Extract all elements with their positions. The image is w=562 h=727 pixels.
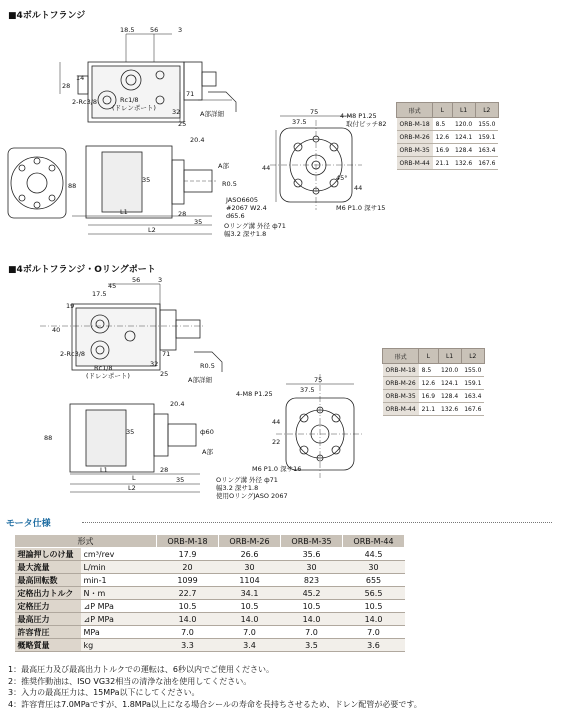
spec-value: 20 [157, 561, 219, 574]
oring-label: Oリング溝 外径 ф71 [224, 222, 286, 230]
a-part-label: A部 [202, 448, 213, 456]
spec-value: 30 [219, 561, 281, 574]
spec-value: 3.5 [281, 639, 343, 652]
spec-unit: cm³/rev [81, 548, 157, 561]
spec-label: 最大流量 [15, 561, 81, 574]
note-3: 3：入力の最高圧力は、15MPa以下にしてください。 [8, 688, 200, 698]
spec-value: 10.5 [219, 600, 281, 613]
col-header: L2 [461, 349, 484, 364]
spec-unit: ⊿P MPa [81, 613, 157, 626]
dimension-table-1 [396, 102, 499, 170]
spec-label: 概略質量 [15, 639, 81, 652]
dim-18-5: 18.5 [120, 26, 135, 34]
m6-label: M6 P1.0 深サ16 [252, 465, 302, 473]
spec-row [15, 574, 405, 587]
spec-value: 1104 [219, 574, 281, 587]
oring-sub-label: 幅3.2 深サ1.8 [216, 484, 259, 492]
spec-unit: L/min [81, 561, 157, 574]
spec-unit: min-1 [81, 574, 157, 587]
dim-20-4: 20.4 [190, 136, 205, 144]
spec-row [15, 587, 405, 600]
dim-17-5: 17.5 [92, 290, 107, 298]
dim-28: 28 [62, 82, 71, 90]
table-row: ORB-M-35 16.9 128.4 163.4 [397, 144, 499, 157]
spec-value: 7.0 [157, 626, 219, 639]
spec-value: 655 [343, 574, 405, 587]
spec-unit: kg [81, 639, 157, 652]
spec-value: 34.1 [219, 587, 281, 600]
table-row: ORB-M-44 21.1 132.6 167.6 [383, 403, 485, 416]
dim-35b: 35 [194, 218, 203, 226]
dim-44: 44 [272, 418, 281, 426]
dim-L2: L2 [128, 484, 136, 492]
note-1: 1：最高圧力及び最高出力トルクでの運転は、6秒以内でご使用ください。 [8, 665, 275, 674]
spec-value: 14.0 [281, 613, 343, 626]
dim-L2: L2 [148, 226, 156, 234]
drain-label: Rc1/8 [120, 96, 139, 104]
dim-3: 3 [158, 276, 163, 284]
spec-table [14, 534, 405, 652]
spec-col-header: ORB-M-44 [343, 535, 405, 548]
dim-56: 56 [132, 276, 141, 284]
spec-row [15, 626, 405, 639]
spec-unit: N・m [81, 587, 157, 600]
spec-value: 56.5 [343, 587, 405, 600]
spec-label: 理論押しのけ量 [15, 548, 81, 561]
spec-value: 1099 [157, 574, 219, 587]
spec-value: 10.5 [281, 600, 343, 613]
dim-22: 22 [272, 438, 281, 446]
notes [8, 664, 422, 710]
spec-label: 定格出力トルク [15, 587, 81, 600]
spec-label: 最高圧力 [15, 613, 81, 626]
spec-value: 10.5 [157, 600, 219, 613]
spec-value: 26.6 [219, 548, 281, 561]
spec-value: 30 [343, 561, 405, 574]
r05-label: R0.5 [222, 180, 237, 188]
spec-value: 14.0 [157, 613, 219, 626]
dim-40: 40 [52, 326, 61, 334]
dim-56: 56 [150, 26, 159, 34]
spec-value: 45.2 [281, 587, 343, 600]
spec-value: 3.6 [343, 639, 405, 652]
dim-28b: 28 [178, 210, 187, 218]
spec-value: 10.5 [343, 600, 405, 613]
jaso-sub-label: #2067 W2.4 [226, 204, 267, 212]
table-row: ORB-M-26 12.6 124.1 159.1 [397, 131, 499, 144]
drain-label: Rc1/8 [94, 364, 113, 372]
dim-35: 35 [126, 428, 135, 436]
table-row: ORB-M-44 21.1 132.6 167.6 [397, 157, 499, 170]
spec-row [15, 600, 405, 613]
spec-row [15, 639, 405, 652]
section-title-flange: ■4ボルトフランジ [8, 11, 86, 21]
spec-value: 7.0 [343, 626, 405, 639]
dim-35b: 35 [176, 476, 185, 484]
spec-value: 14.0 [343, 613, 405, 626]
table-row: ORB-M-18 8.5 120.0 155.0 [383, 364, 485, 377]
dim-71: 71 [162, 350, 171, 358]
dim-65-6: d65.6 [226, 212, 245, 220]
jaso-label: JASO6605 [226, 196, 259, 204]
dim-25: 25 [178, 120, 187, 128]
table-row: ORB-M-18 8.5 120.0 155.0 [397, 118, 499, 131]
col-header: 形式 [397, 103, 433, 118]
dim-71: 71 [186, 90, 195, 98]
drain-sub-label: (ドレンポート) [86, 372, 130, 380]
m6-label: M6 P1.0 深サ15 [336, 204, 386, 212]
detail-a-label: A部詳細 [188, 376, 212, 384]
spec-value: 7.0 [219, 626, 281, 639]
spec-col-header: ORB-M-18 [157, 535, 219, 548]
spec-label: 定格圧力 [15, 600, 81, 613]
port-label: 2-Rc3/8 [72, 98, 98, 106]
col-header: L1 [438, 349, 461, 364]
table-row: ORB-M-35 16.9 128.4 163.4 [383, 390, 485, 403]
section-title-oring: ■4ボルトフランジ・Oリングポート [8, 265, 156, 275]
spec-unit: ⊿P MPa [81, 600, 157, 613]
spec-col-header: 形式 [15, 535, 157, 548]
r05-label: R0.5 [200, 362, 215, 370]
dim-L: L [132, 474, 136, 482]
dim-35: 35 [142, 176, 151, 184]
dim-44b: 44 [354, 184, 363, 192]
spec-row [15, 561, 405, 574]
dim-14: 14 [76, 74, 85, 82]
spec-value: 3.4 [219, 639, 281, 652]
dim-32: 32 [172, 108, 181, 116]
dim-32: 32 [150, 360, 159, 368]
oring-sub-label: 幅3.2 深サ1.8 [224, 230, 267, 238]
dim-25: 25 [160, 370, 169, 378]
spec-value: 30 [281, 561, 343, 574]
dim-L1: L1 [120, 208, 128, 216]
port-label: 2-Rc3/8 [60, 350, 86, 358]
spec-divider [82, 522, 552, 523]
spec-title: モータ仕様 [6, 519, 51, 529]
spec-value: 17.9 [157, 548, 219, 561]
angle-45: 45° [336, 174, 348, 182]
dim-60: ф60 [200, 428, 214, 436]
m8-label: 4-M8 P1.25 [236, 390, 273, 398]
spec-value: 14.0 [219, 613, 281, 626]
detail-a-label: A部詳細 [200, 110, 224, 118]
spec-row [15, 613, 405, 626]
spec-label: 許容背圧 [15, 626, 81, 639]
spec-col-header: ORB-M-35 [281, 535, 343, 548]
spec-value: 7.0 [281, 626, 343, 639]
a-part-label: A部 [218, 162, 229, 170]
dim-75: 75 [310, 108, 319, 116]
m8-label: 4-M8 P1.25 [340, 112, 377, 120]
spec-col-header: ORB-M-26 [219, 535, 281, 548]
dim-88: 88 [44, 434, 53, 442]
spec-value: 3.3 [157, 639, 219, 652]
table-row: ORB-M-26 12.6 124.1 159.1 [383, 377, 485, 390]
dim-19: 19 [66, 302, 75, 310]
dim-45: 45 [108, 282, 117, 290]
dim-37-5: 37.5 [300, 386, 315, 394]
spec-row [15, 548, 405, 561]
col-header: L [419, 349, 438, 364]
col-header: L1 [452, 103, 475, 118]
note-2: 2：推奨作動油は、ISO VG32相当の清浄な油を使用してください。 [8, 676, 252, 686]
dim-28: 28 [160, 466, 169, 474]
dim-20-4: 20.4 [170, 400, 185, 408]
note-4: 4：許容背圧は7.0MPaですが、1.8MPa以上になる場合シールの寿命を長持ちさせるため、ドレン配管が必要です。 [8, 699, 422, 709]
spec-value: 44.5 [343, 548, 405, 561]
drain-sub-label: (ドレンポート) [112, 104, 156, 112]
dim-L1: L1 [100, 466, 108, 474]
dimension-table-2 [382, 348, 485, 416]
col-header: L2 [475, 103, 498, 118]
oring-label: Oリング溝 外径 ф71 [216, 476, 278, 484]
dim-88: 88 [68, 182, 77, 190]
spec-value: 823 [281, 574, 343, 587]
spec-value: 35.6 [281, 548, 343, 561]
dim-3: 3 [178, 26, 183, 34]
spec-unit: MPa [81, 626, 157, 639]
col-header: L [433, 103, 452, 118]
col-header: 形式 [383, 349, 419, 364]
dim-75: 75 [314, 376, 323, 384]
oring-used-label: 使用OリングJASO 2067 [216, 492, 288, 500]
dim-44: 44 [262, 164, 271, 172]
dim-37-5: 37.5 [292, 118, 307, 126]
m8-sub-label: 取付ピッチ82 [346, 120, 387, 128]
spec-label: 最高回転数 [15, 574, 81, 587]
spec-value: 22.7 [157, 587, 219, 600]
